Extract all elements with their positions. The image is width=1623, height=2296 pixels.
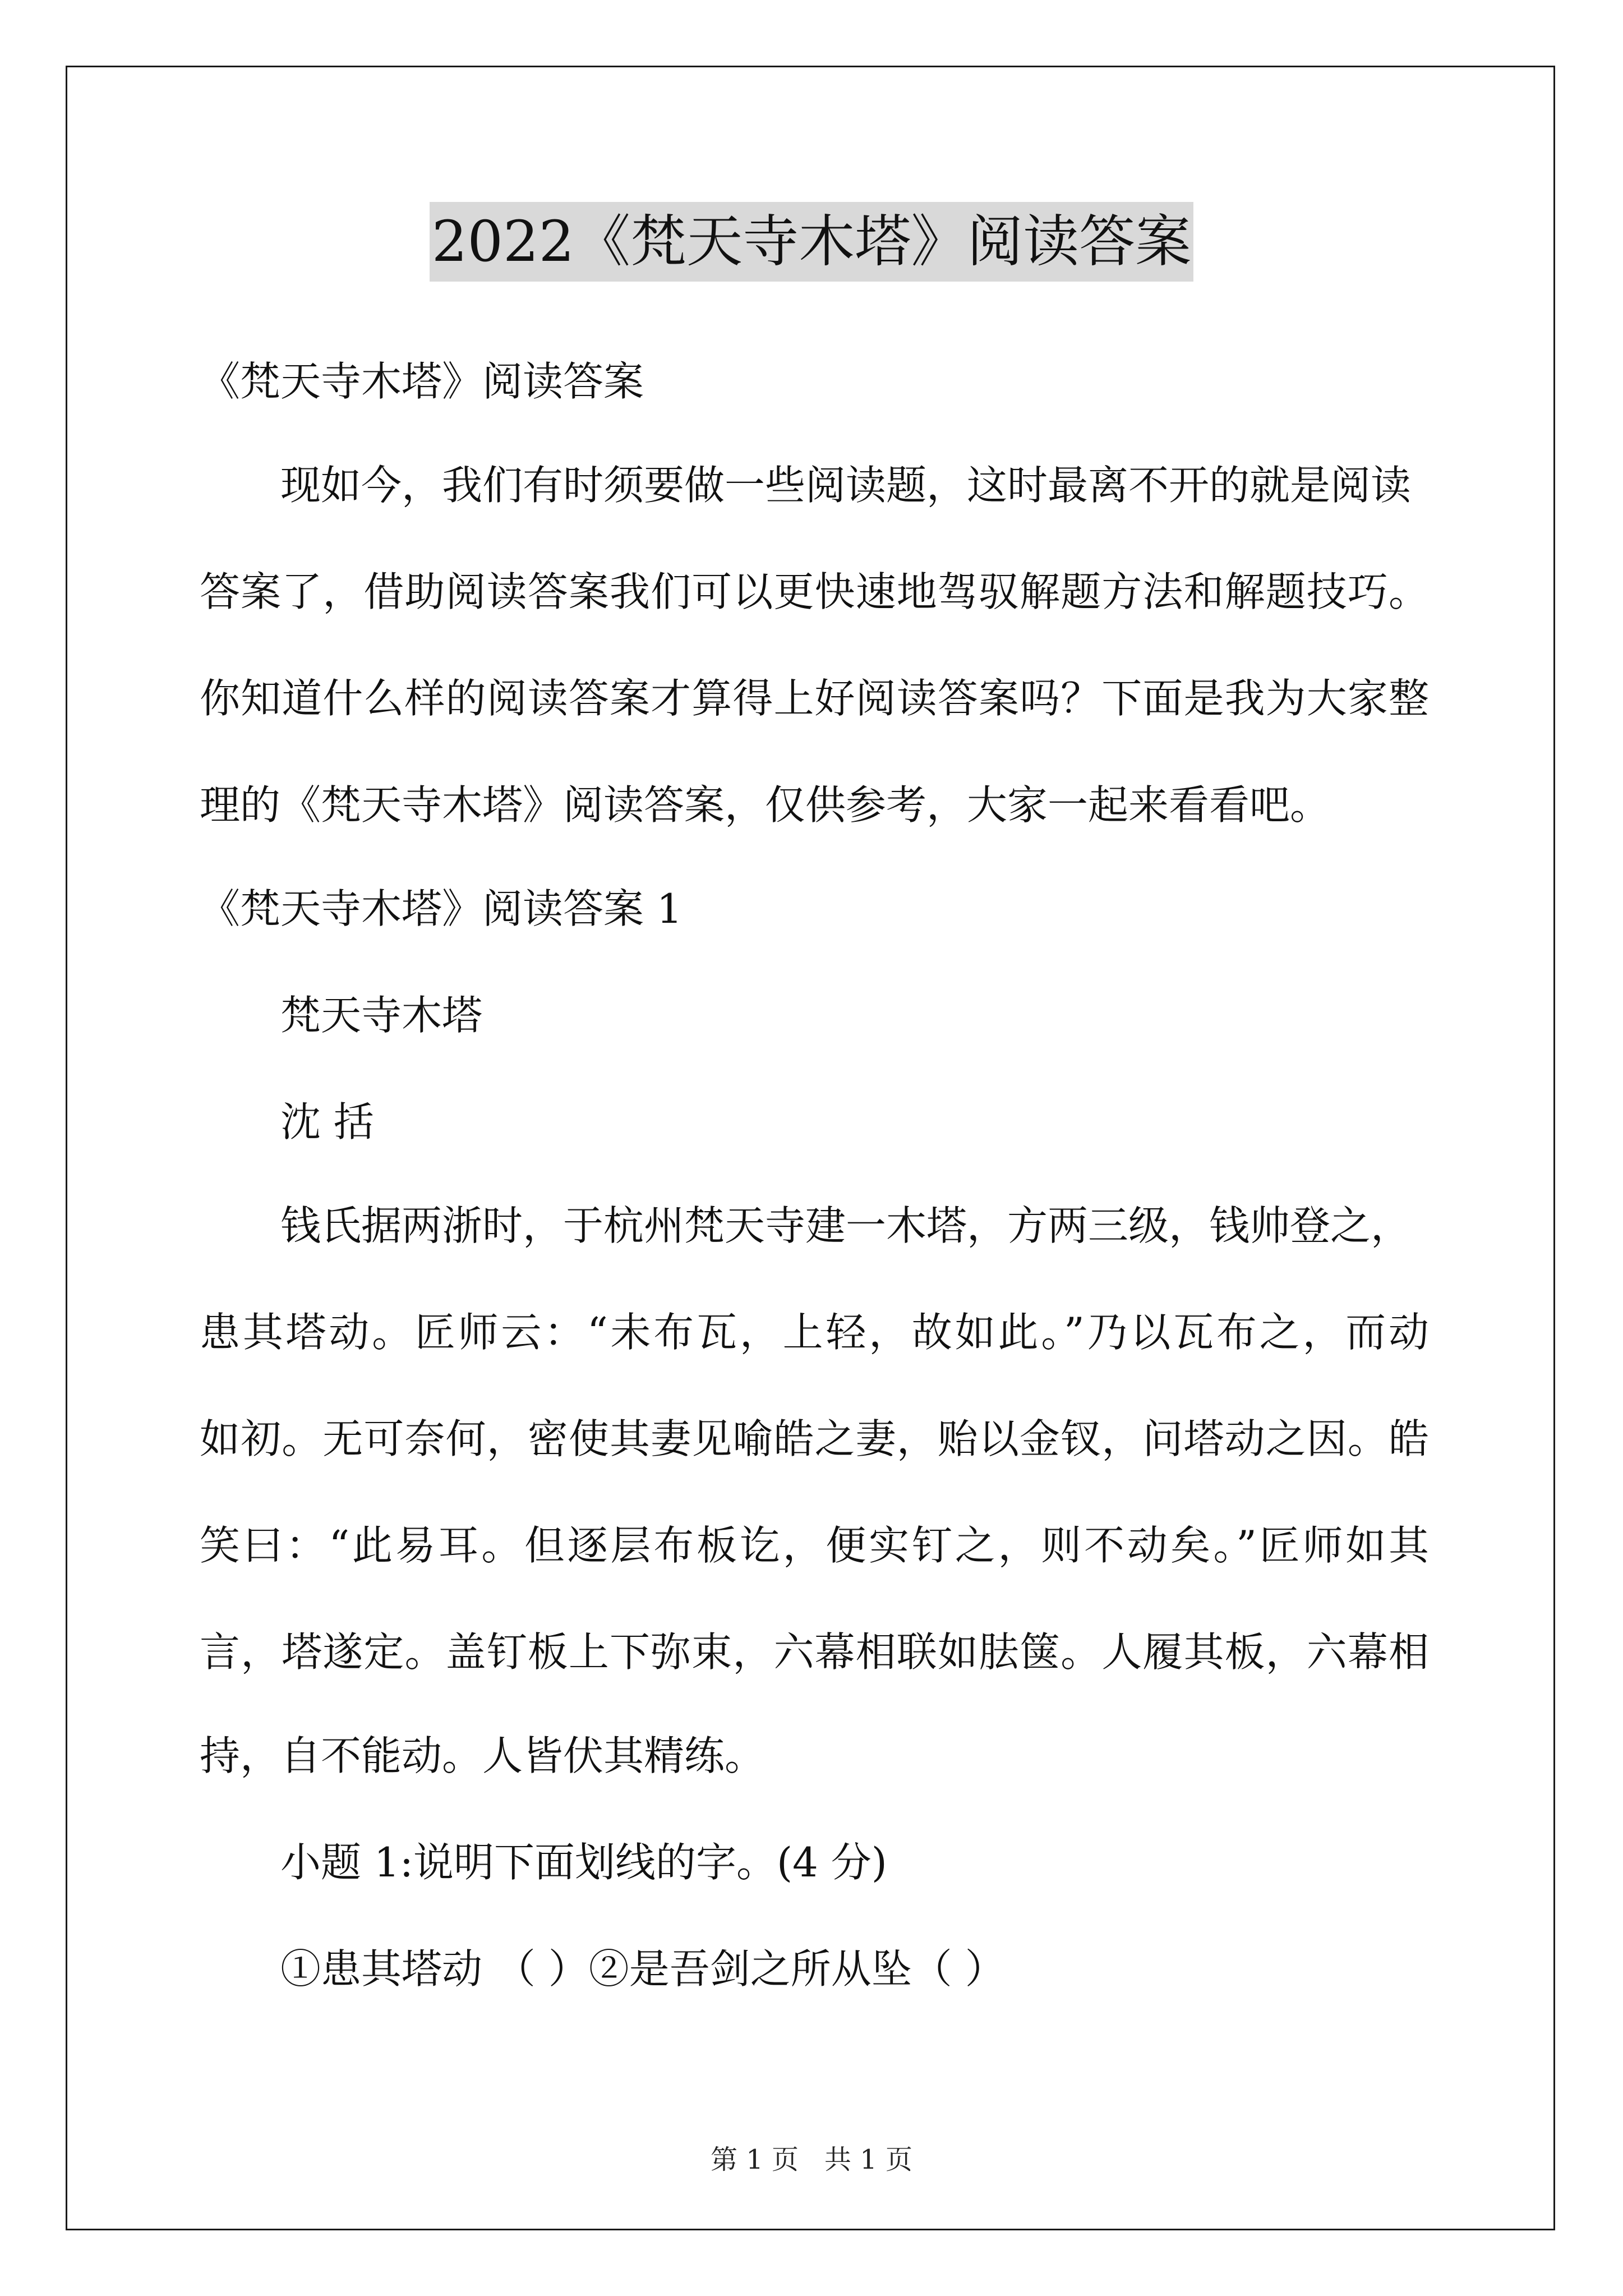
document-title xyxy=(0,202,1623,282)
passage-line-1: 钱氏据两浙时，于杭州梵天寺建一木塔，方两三级，钱帅登之， xyxy=(280,1202,1412,1249)
passage-line-2: 患其塔动。匠师云：“未布瓦，上轻，故如此。”乃以瓦布之，而动 xyxy=(200,1309,1429,1356)
page-total: 共 1 页 xyxy=(824,2144,913,2175)
passage-line-5: 言，塔遂定。盖钉板上下弥束，六幕相联如胠箧。人履其板，六幕相 xyxy=(200,1628,1429,1676)
question-1: 小题 1:说明下面划线的字。(4 分) xyxy=(280,1839,887,1886)
intro-line-1: 现如今，我们有时须要做一些阅读题，这时最离不开的就是阅读 xyxy=(280,462,1412,509)
page-footer xyxy=(0,2143,1623,2177)
passage-line-3: 如初。无可奈何，密使其妻见喻皓之妻，贻以金钗，问塔动之因。皓 xyxy=(200,1415,1429,1462)
author: 沈 括 xyxy=(280,1098,374,1145)
intro-line-2: 答案了，借助阅读答案我们可以更快速地驾驭解题方法和解题技巧。 xyxy=(200,568,1429,615)
section-heading: 《梵天寺木塔》阅读答案 1 xyxy=(200,885,683,932)
question-1-items: ①患其塔动 （ ）②是吾剑之所从坠（ ） xyxy=(280,1945,1006,1993)
intro-line-3: 你知道什么样的阅读答案才算得上好阅读答案吗？下面是我为大家整 xyxy=(200,675,1429,722)
passage-line-4: 笑曰：“此易耳。但逐层布板讫，便实钉之，则不动矣。”匠师如其 xyxy=(200,1522,1429,1569)
subtitle: 《梵天寺木塔》阅读答案 xyxy=(200,358,644,405)
document-title-text: 2022《梵天寺木塔》阅读答案 xyxy=(430,202,1194,282)
page-number: 第 1 页 xyxy=(710,2144,799,2175)
intro-line-4: 理的《梵天寺木塔》阅读答案，仅供参考，大家一起来看看吧。 xyxy=(200,781,1331,829)
passage-line-6: 持，自不能动。人皆伏其精练。 xyxy=(200,1732,766,1779)
text-title: 梵天寺木塔 xyxy=(280,992,483,1039)
